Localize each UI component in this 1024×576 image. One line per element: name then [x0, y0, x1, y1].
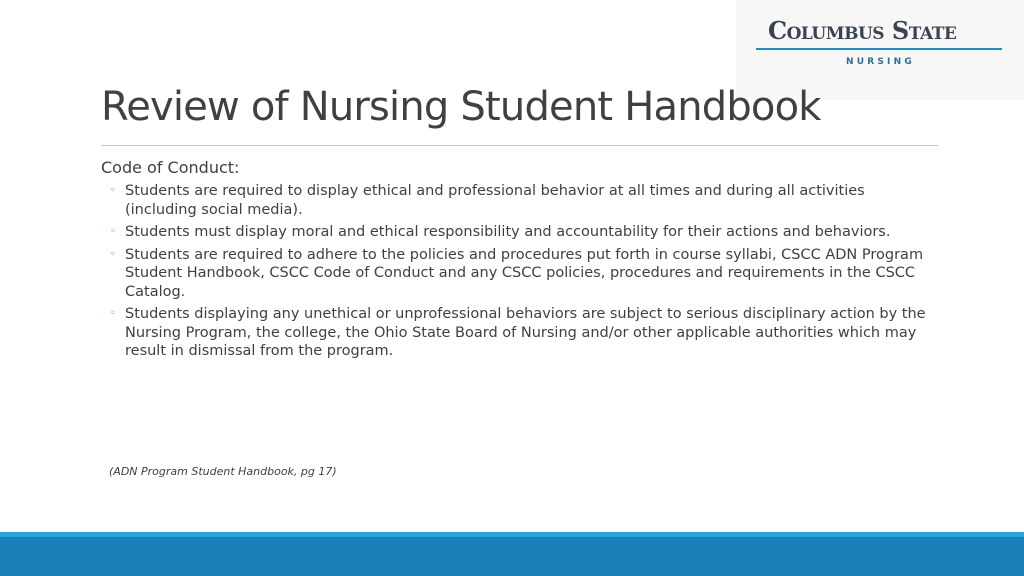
section-heading: Code of Conduct: [101, 158, 240, 177]
bullet-item [101, 223, 931, 242]
bullet-text: Students must display moral and ethical responsibility and accountability for their actions and behaviors. [125, 224, 891, 240]
title-divider [101, 145, 938, 146]
footer-bar [0, 537, 1024, 576]
citation: (ADN Program Student Handbook, pg 17) [109, 465, 337, 478]
logo-subtitle: NURSING [846, 57, 915, 67]
bullet-item [101, 305, 931, 361]
slide-content [101, 157, 931, 365]
bullet-text: Students displaying any unethical or unprofessional behaviors are subject to serious disciplinary action by the Nursing Program, the college, the Ohio State Board of Nursing and/or other applicable authorities which may result in dismissal from the program. [125, 306, 926, 359]
logo-divider [756, 48, 1002, 50]
circle-bullet-icon: ◦ [110, 308, 116, 319]
logo-name: Columbus State [768, 16, 957, 45]
bullet-text: Students are required to adhere to the policies and procedures put forth in course syllabi, CSCC ADN Program Student Handbook, CSCC Code of Conduct and any CSCC policies, procedures and requirements in the CSCC Catalog. [125, 246, 924, 300]
circle-bullet-icon: ◦ [110, 226, 116, 237]
bullet-item [101, 246, 931, 302]
bullet-list [101, 182, 931, 361]
circle-bullet-icon: ◦ [110, 248, 116, 260]
bullet-text: Students are required to display ethical and professional behavior at all times and during all activities (including social media). [125, 183, 865, 218]
slide-title: Review of Nursing Student Handbook [101, 84, 821, 130]
circle-bullet-icon: ◦ [110, 185, 116, 196]
bullet-item [101, 182, 931, 219]
